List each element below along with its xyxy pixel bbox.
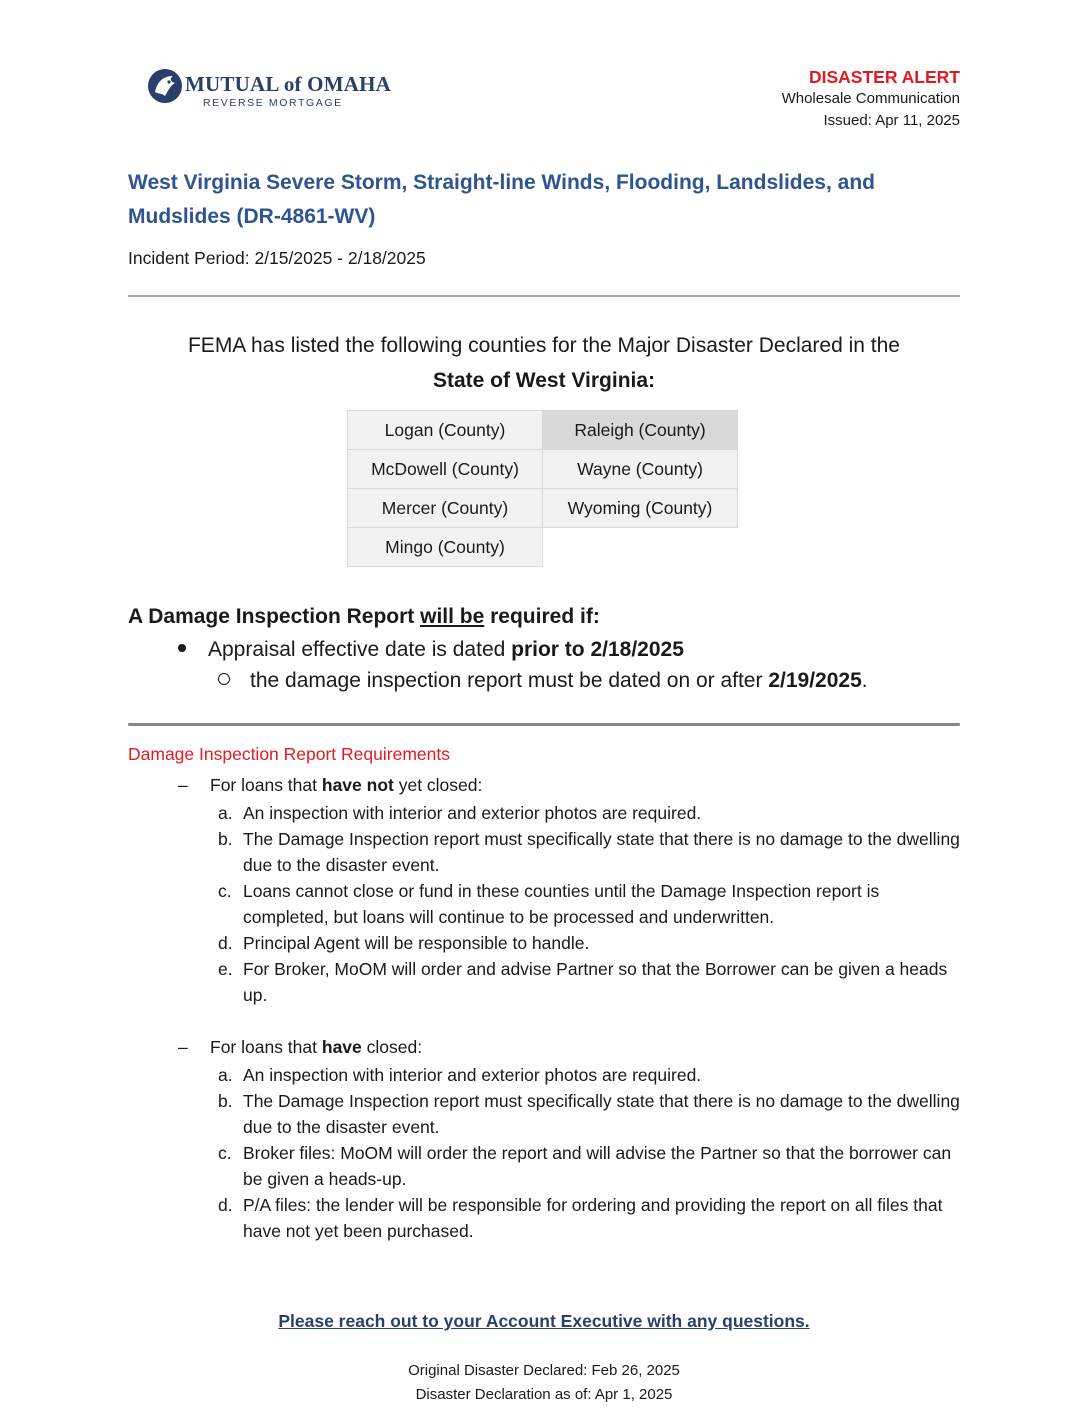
lion-logo-icon [147, 68, 183, 104]
list-item [218, 956, 963, 1008]
item-text: The Damage Inspection report must specifically state that there is no damage to the dwelling due to the disaster event. [243, 829, 960, 875]
sub-bullet-bold: 2/19/2025 [768, 669, 862, 692]
table-row [348, 450, 738, 489]
item-letter: c. [218, 881, 232, 901]
county-cell: Wayne (County) [543, 450, 738, 489]
hollow-bullet-icon [218, 673, 230, 685]
intro-line: FEMA has listed the following counties for the Major Disaster Declared in the [187, 334, 900, 357]
list-item [218, 1192, 963, 1244]
item-text: Broker files: MoOM will order the report and will advise the Partner so that the borrower can be given a heads-up. [243, 1143, 952, 1189]
item-letter: d. [218, 933, 233, 953]
item-text: Loans cannot close or fund in these counties until the Damage Inspection report is completed, but loans will continue to be processed and underwritten. [243, 881, 880, 927]
original-declared-date: Original Disaster Declared: Feb 26, 2025 [408, 1362, 680, 1379]
list-item [218, 1140, 963, 1192]
list-item [218, 826, 963, 878]
item-text: P/A files: the lender will be responsible for ordering and providing the report on all files that have not yet been purchased. [243, 1195, 943, 1241]
dash-icon: – [178, 775, 188, 795]
item-text: The Damage Inspection report must specifically state that there is no damage to the dwelling due to the disaster event. [243, 1091, 960, 1137]
table-row [348, 411, 738, 450]
closed-heading [178, 1037, 422, 1058]
dir-heading-underlined: will be [420, 605, 485, 628]
dir-heading [128, 605, 600, 629]
logo-wordmark: MUTUAL of OMAHA [185, 72, 391, 96]
county-cell: Raleigh (County) [543, 411, 738, 450]
item-letter: a. [218, 1065, 233, 1085]
logo-subtitle: REVERSE MORTGAGE [203, 97, 343, 109]
empty-cell [543, 528, 738, 567]
bullet-bold: prior to 2/18/2025 [511, 638, 684, 661]
item-text: For Broker, MoOM will order and advise Partner so that the Borrower can be given a heads up. [243, 959, 948, 1005]
dir-heading-pre: A Damage Inspection Report [128, 605, 421, 628]
item-text: Principal Agent will be responsible to handle. [243, 933, 590, 953]
heading-bold: have not [321, 775, 394, 795]
list-item [218, 1088, 963, 1140]
contact-account-executive-link[interactable]: Please reach out to your Account Executive with any questions. [278, 1311, 810, 1331]
fema-intro [128, 328, 960, 398]
disaster-alert-label: DISASTER ALERT [808, 67, 960, 87]
divider [128, 723, 960, 726]
document-title: West Virginia Severe Storm, Straight-line Winds, Flooding, Landslides, and Mudslides (DR-4861-WV) [128, 171, 875, 228]
list-item [218, 800, 963, 826]
table-row [348, 528, 738, 567]
not-closed-heading [178, 775, 482, 796]
heading-text: closed: [361, 1037, 423, 1057]
divider [128, 295, 960, 297]
list-item [218, 1062, 963, 1088]
communication-type: Wholesale Communication [781, 90, 960, 107]
heading-text: For loans that [210, 1037, 322, 1057]
dir-heading-post: required if: [484, 605, 600, 628]
county-cell: Wyoming (County) [543, 489, 738, 528]
sub-bullet-item [218, 669, 868, 693]
issued-date: Issued: Apr 11, 2025 [823, 112, 960, 129]
dash-icon: – [178, 1037, 188, 1057]
bullet-dot-icon [178, 644, 186, 652]
table-row [348, 489, 738, 528]
list-item [218, 930, 963, 956]
state-name: State of West Virginia: [432, 369, 656, 392]
county-cell: Mingo (County) [348, 528, 543, 567]
sub-bullet-text: the damage inspection report must be dated on or after [250, 669, 769, 692]
bullet-item [178, 638, 684, 662]
item-letter: b. [218, 829, 233, 849]
heading-text: yet closed: [393, 775, 483, 795]
header-meta [560, 66, 960, 132]
item-text: An inspection with interior and exterior photos are required. [243, 1065, 702, 1085]
county-cell: Logan (County) [348, 411, 543, 450]
item-letter: a. [218, 803, 233, 823]
county-cell: Mercer (County) [348, 489, 543, 528]
item-letter: b. [218, 1091, 233, 1111]
county-cell: McDowell (County) [348, 450, 543, 489]
item-text: An inspection with interior and exterior photos are required. [243, 803, 702, 823]
heading-bold: have [321, 1037, 362, 1057]
incident-period: Incident Period: 2/15/2025 - 2/18/2025 [128, 248, 426, 268]
county-table [347, 410, 738, 567]
company-logo [147, 66, 391, 116]
bullet-text: Appraisal effective date is dated [208, 638, 512, 661]
list-item [218, 878, 963, 930]
declaration-as-of-date: Disaster Declaration as of: Apr 1, 2025 [415, 1386, 673, 1403]
item-letter: e. [218, 959, 233, 979]
item-letter: c. [218, 1143, 232, 1163]
heading-text: For loans that [210, 775, 322, 795]
sub-bullet-end: . [861, 669, 868, 692]
item-letter: d. [218, 1195, 233, 1215]
requirements-title: Damage Inspection Report Requirements [128, 744, 450, 764]
